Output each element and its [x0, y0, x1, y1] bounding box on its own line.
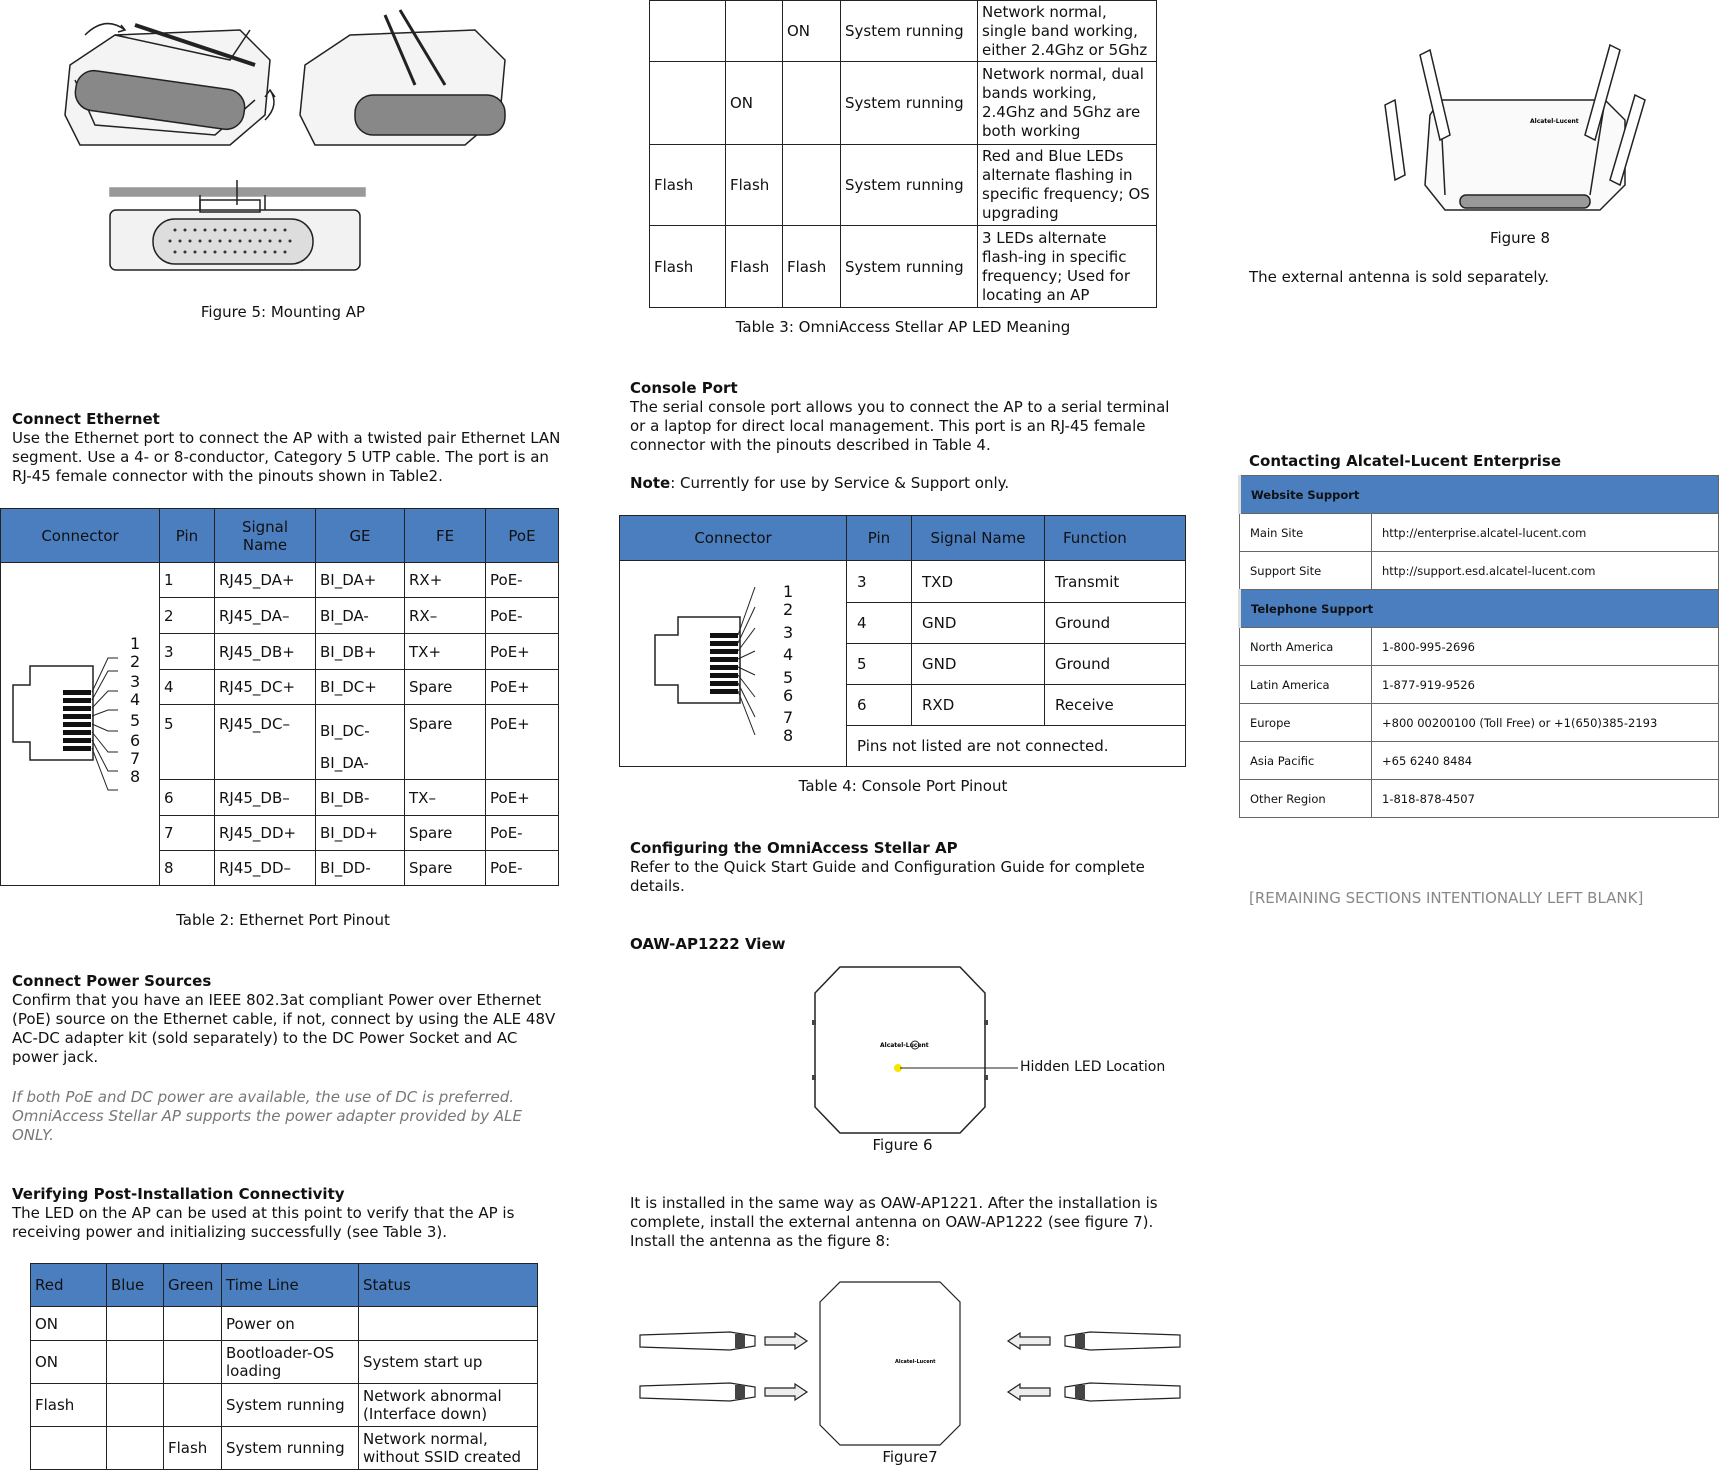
remaining-sections-note: [REMAINING SECTIONS INTENTIONALLY LEFT BLANK] [1249, 889, 1644, 907]
configuring-heading: Configuring the OmniAccess Stellar AP [630, 839, 958, 857]
console-rj45-icon [650, 575, 770, 735]
table-row: 7 RJ45_DD+ BI_DD+ Spare PoE- [1, 816, 559, 851]
table-row: 5 GND Ground [620, 644, 1186, 685]
power-note: If both PoE and DC power are available, the use of DC is preferred. OmniAccess Stellar AP supports the power adapter provided by ALE ONLY. [12, 1088, 523, 1144]
table-row: ON System running Network normal, single band working, either 2.4Ghz or 5Ghz [650, 1, 1157, 62]
led-table-part2 [649, 0, 1157, 308]
table-row: Flash Flash Flash System running 3 LEDs alternate flash-ing in specific frequency; Used for locating an AP [650, 226, 1157, 308]
table-row [1240, 476, 1719, 514]
table-row: North America 1-800-995-2696 [1240, 628, 1719, 666]
contact-table [1238, 475, 1719, 818]
verify-body: The LED on the AP can be used at this point to verify that the AP is receiving power and initializing successfully (see Table 3). [12, 1204, 515, 1241]
table-row: ON Power on [31, 1307, 538, 1341]
rj45-pin-labels: 1 2 3 4 5 6 7 8 [130, 634, 141, 786]
table-row: 3 RJ45_DB+ BI_DB+ TX+ PoE+ [1, 634, 559, 670]
table-row: 1 RJ45_DA+ BI_DA+ RX+ PoE- [1, 563, 559, 598]
table-row: Support Site http://support.esd.alcatel-lucent.com [1240, 552, 1719, 590]
table-row: 4 GND Ground [620, 603, 1186, 644]
rj45-connector-icon [8, 630, 148, 810]
verify-section [12, 1185, 562, 1242]
table-row: 5 RJ45_DC– BI_DC- BI_DA- Spare PoE+ [1, 705, 559, 780]
figure5-caption: Figure 5: Mounting AP [200, 303, 366, 321]
table-row: 4 RJ45_DC+ BI_DC+ Spare PoE+ [1, 670, 559, 705]
table-row: Latin America 1-877-919-9526 [1240, 666, 1719, 704]
col-fe: FE [405, 509, 486, 563]
configuring-section [630, 839, 1180, 896]
col-poe: PoE [486, 509, 559, 563]
figure7-caption: Figure7 [882, 1448, 938, 1466]
figure6-caption: Figure 6 [872, 1136, 933, 1154]
table-row: Other Region 1-818-878-4507 [1240, 780, 1719, 818]
table2-caption: Table 2: Ethernet Port Pinout [176, 911, 390, 929]
antenna-note: The external antenna is sold separately. [1249, 268, 1550, 286]
table-row: Flash System running Network normal, without SSID created [31, 1427, 538, 1470]
console-heading: Console Port [630, 379, 738, 397]
console-pin-labels: 1 2 3 4 5 6 7 8 [783, 582, 794, 745]
website-support-section: Website Support [1240, 476, 1719, 514]
table-row [1240, 590, 1719, 628]
table-row: 8 RJ45_DD– BI_DD- Spare PoE- [1, 851, 559, 886]
console-pinout-table: Connector Pin Signal Name Function 3 TXD Transmit 4 GND Ground 5 GND Ground 6 RXD Receive Pins not listed are not connected. [619, 515, 1186, 767]
telephone-support-section: Telephone Support [1240, 590, 1719, 628]
main-site-link[interactable]: http://enterprise.alcatel-lucent.com [1372, 514, 1719, 552]
col-connector: Connector [1, 509, 160, 563]
led-table-part1: Red Blue Green Time Line Status ON Power on ON Bootloader-OS loading System start up Flash System running Network abnormal (Interface down) Flash System running Network normal, without SSID created [30, 1263, 538, 1470]
table4-caption: Table 4: Console Port Pinout [798, 777, 1008, 795]
antenna-installation-diagram [635, 1280, 1185, 1450]
verify-heading: Verifying Post-Installation Connectivity [12, 1185, 345, 1203]
hidden-led-pointer [900, 1063, 1020, 1073]
table-row: 3 TXD Transmit [620, 561, 1186, 603]
power-section [12, 972, 562, 1067]
hidden-led-label: Hidden LED Location [1020, 1059, 1166, 1075]
install-text: It is installed in the same way as OAW-AP1221. After the installation is complete, install the external antenna on OAW-AP1222 (see figure 7). Install the antenna as the figure 8: [630, 1194, 1158, 1250]
connect-ethernet-body: Use the Ethernet port to connect the AP with a twisted pair Ethernet LAN segment. Use a 4- or 8-conductor, Category 5 UTP cable. The port is an RJ-45 female connector with the pinouts shown in Table2. [12, 429, 561, 485]
table-row: 6 RXD Receive [620, 685, 1186, 726]
table-row: 6 RJ45_DB– BI_DB- TX– PoE+ [1, 780, 559, 816]
ap1222-view-heading: OAW-AP1222 View [630, 935, 786, 953]
ap-with-antennas-illustration [1380, 25, 1660, 225]
svg-text:Alcatel-Lucent: Alcatel-Lucent [1530, 118, 1579, 125]
figure8-caption: Figure 8 [1489, 229, 1551, 247]
console-section [630, 379, 1180, 455]
console-body: The serial console port allows you to connect the AP to a serial terminal or a laptop for direct local management. This port is an RJ-45 female connector with the pinouts described in Table 4. [630, 398, 1170, 454]
power-body: Confirm that you have an IEEE 802.3at compliant Power over Ethernet (PoE) source on the Ethernet cable, if not, connect by using the ALE 48V AC-DC adapter kit (sold separately) to the DC Power Socket and AC power jack. [12, 991, 556, 1066]
svg-text:Alcatel-Lucent: Alcatel-Lucent [880, 1042, 929, 1049]
table-row: Asia Pacific +65 6240 8484 [1240, 742, 1719, 780]
table-row: Flash Flash System running Red and Blue LEDs alternate flashing in specific frequency; OS upgrading [650, 145, 1157, 226]
contact-heading: Contacting Alcatel-Lucent Enterprise [1249, 452, 1562, 470]
table-row: ON System running Network normal, dual bands working, 2.4Ghz and 5Ghz are both working [650, 62, 1157, 145]
console-note: Note: Currently for use by Service & Support only. [630, 474, 1010, 492]
table-row: Main Site http://enterprise.alcatel-lucent.com [1240, 514, 1719, 552]
connect-ethernet-section [12, 410, 562, 486]
power-heading: Connect Power Sources [12, 972, 212, 990]
col-ge: GE [316, 509, 405, 563]
svg-text:Alcatel-Lucent: Alcatel-Lucent [895, 1359, 936, 1365]
col-pin: Pin [160, 509, 215, 563]
mounting-ap-illustration [55, 5, 525, 295]
connect-ethernet-heading: Connect Ethernet [12, 410, 160, 428]
configuring-body: Refer to the Quick Start Guide and Configuration Guide for complete details. [630, 858, 1145, 895]
table-row: Pins not listed are not connected. [620, 726, 1186, 767]
ap1222-top-view [810, 965, 995, 1135]
table-row: 2 RJ45_DA– BI_DA- RX– PoE- [1, 598, 559, 634]
table3-caption: Table 3: OmniAccess Stellar AP LED Meaning [735, 318, 1071, 336]
table-row: Europe +800 00200100 (Toll Free) or +1(650)385-2193 [1240, 704, 1719, 742]
support-site-link[interactable]: http://support.esd.alcatel-lucent.com [1372, 552, 1719, 590]
col-signal-name: Signal Name [215, 509, 316, 563]
table-row: Flash System running Network abnormal (Interface down) [31, 1384, 538, 1427]
table-row: ON Bootloader-OS loading System start up [31, 1341, 538, 1384]
